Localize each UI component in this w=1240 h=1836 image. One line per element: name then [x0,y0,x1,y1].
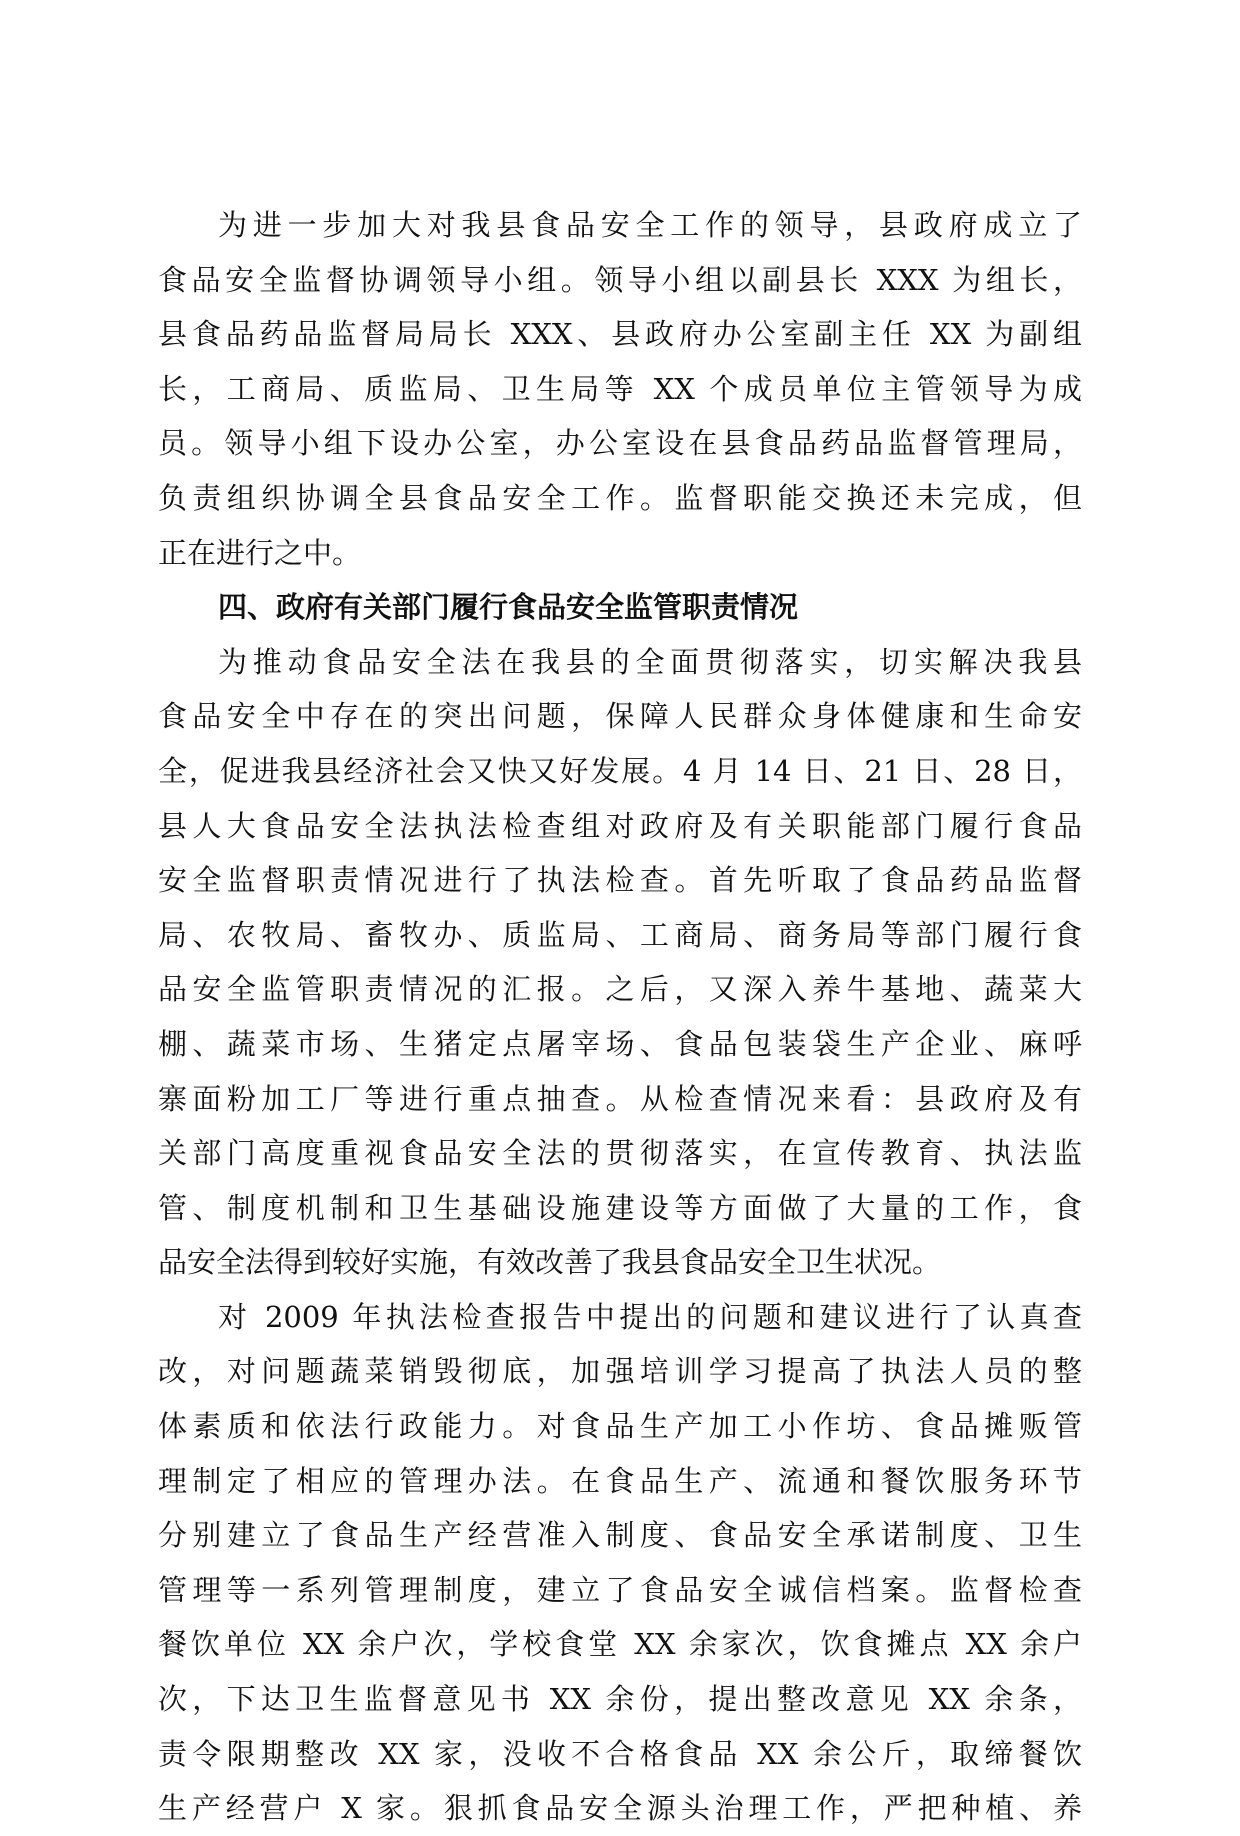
document-body [158,198,1082,1836]
section-heading [158,580,1082,635]
text-line: 县人大食品安全法执法检查组对政府及有关职能部门履行食品 [158,808,1082,843]
paragraph-leadership-group [158,198,1082,580]
text-line: 餐饮单位 XX 余户次，学校食堂 XX 余家次，饮食摊点 XX 余户 [158,1627,1082,1662]
text-line: 寨面粉加工厂等进行重点抽查。从检查情况来看：县政府及有 [158,1081,1082,1116]
text-line: 对 2009 年执法检查报告中提出的问题和建议进行了认真查 [218,1299,1082,1334]
text-line: 县食品药品监督局局长 XXX、县政府办公室副主任 XX 为副组 [158,317,1082,352]
text-line: 管理等一系列管理制度，建立了食品安全诚信档案。监督检查 [158,1572,1082,1607]
text-line: 食品安全监督协调领导小组。领导小组以副县长 XXX 为组长， [158,262,1082,297]
text-line: 理制定了相应的管理办法。在食品生产、流通和餐饮服务环节 [158,1463,1082,1498]
text-line: 关部门高度重视食品安全法的贯彻落实，在宣传教育、执法监 [158,1136,1082,1171]
text-line: 次，下达卫生监督意见书 XX 余份，提出整改意见 XX 余条， [158,1682,1082,1717]
text-line: 生产经营户 X 家。狠抓食品安全源头治理工作，严把种植、养 [158,1791,1082,1826]
text-line: 局、农牧局、畜牧办、质监局、工商局、商务局等部门履行食 [158,917,1082,952]
text-line: 长，工商局、质监局、卫生局等 XX 个成员单位主管领导为成 [158,371,1082,406]
section-heading-text: 四、政府有关部门履行食品安全监管职责情况 [218,590,799,625]
text-line: 分别建立了食品生产经营准入制度、食品安全承诺制度、卫生 [158,1518,1082,1553]
text-line: 为推动食品安全法在我县的全面贯彻落实，切实解决我县 [218,644,1082,679]
text-line: 棚、蔬菜市场、生猪定点屠宰场、食品包装袋生产企业、麻呼 [158,1026,1082,1061]
text-line: 为进一步加大对我县食品安全工作的领导，县政府成立了 [218,208,1082,242]
text-line: 品安全法得到较好实施，有效改善了我县食品安全卫生状况。 [158,1245,942,1280]
text-line: 品安全监管职责情况的汇报。之后，又深入养牛基地、蔬菜大 [158,972,1082,1007]
text-line: 改，对问题蔬菜销毁彻底，加强培训学习提高了执法人员的整 [158,1354,1082,1389]
text-line: 安全监督职责情况进行了执法检查。首先听取了食品药品监督 [158,863,1082,898]
text-line: 管、制度机制和卫生基础设施建设等方面做了大量的工作，食 [158,1190,1082,1225]
text-line: 员。领导小组下设办公室，办公室设在县食品药品监督管理局， [158,426,1082,461]
text-line: 体素质和依法行政能力。对食品生产加工小作坊、食品摊贩管 [158,1409,1082,1444]
text-line: 责令限期整改 XX 家，没收不合格食品 XX 余公斤，取缔餐饮 [158,1736,1082,1771]
paragraph-law-inspection [158,635,1082,1290]
text-line: 负责组织协调全县食品安全工作。监督职能交换还未完成，但 [158,480,1082,515]
text-line: 全，促进我县经济社会又快又好发展。4 月 14 日、21 日、28 日， [158,753,1082,788]
text-line: 食品安全中存在的突出问题，保障人民群众身体健康和生命安 [158,699,1082,734]
text-line: 正在进行之中。 [158,535,362,570]
